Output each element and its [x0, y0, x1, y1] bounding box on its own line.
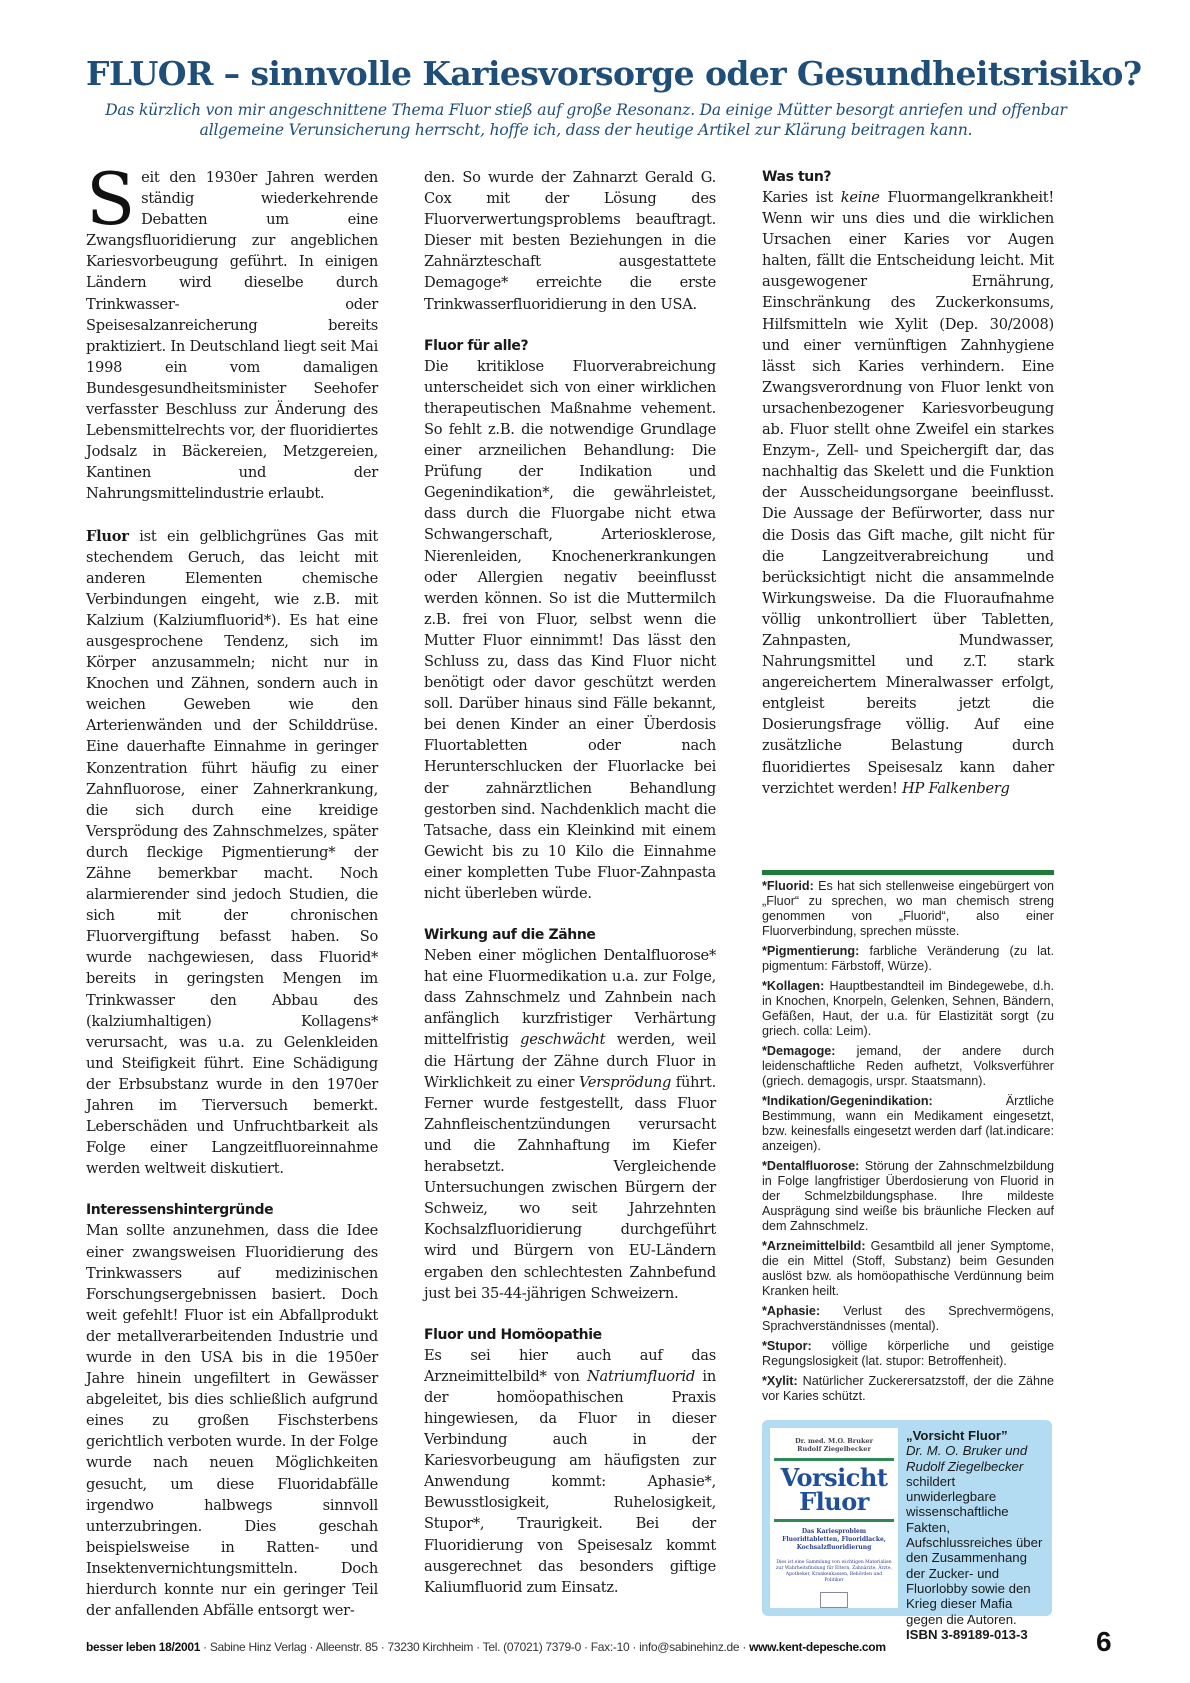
fuer-alle-paragraph: Die kritiklose Fluorverabreichung unterscheidet sich von einer wirklichen therapeutischen Maßnahme vehement. So fehlt z.B. die notwendige Grundlage einer arzneilichen Behandlung: Die Prüfung der Indikation und Gegenindikation*, die gewährleistet, dass durch die Fluorgabe nicht etwa Schwangerschaft, Arteriosklerose, Nierenleiden, Knochenerkrankungen oder Allergien negativ beeinflusst werden können. So ist die Muttermilch z.B. frei von Fluor, selbst wenn die Mutter Fluor einnimmt! Das lässt den Schluss zu, dass das Kind Fluor nicht benötigt oder davor geschützt werden soll. Darüber hinaus sind Fälle bekannt, bei denen Kinder an einer Überdosis Fluortabletten oder nach Herunterschlucken der Fluorlacke bei der zahnärztlichen Behandlung gestorben sind. Nachdenklich macht die Tatsache, dass ein Kleinkind mit einem Gewicht bis zu 10 Kilo die Einnahme einer kompletten Tube Fluor-Zahnpasta nicht überleben würde.: [424, 357, 716, 902]
heading-interessenshintergruende: Interessenshintergründe: [86, 1202, 274, 1219]
book-recommendation: [762, 1420, 1052, 1642]
glossary-entry: *Fluorid: Es hat sich stellenweise eingebürgert von „Fluor“ zu sprechen, wo man chemisch streng genommen von „Fluorid“, also einer Fluorverbindung, sprechen müsste.: [762, 879, 1054, 938]
book-cover-image: Dr. med. M.O. Bruker Rudolf Ziegelbecker Vorsicht Fluor Das Kariesproblem Fluoridtabletten, Fluoridlacke, Kochsalzfluoridierung Dies ist eine Sammlung von wichtigen Materialien zur Wahrheitsfindung für Eltern, Zahnärzte, Ärzte, Apotheker, Krankenkassen, Behörden und Politiker: [770, 1428, 898, 1608]
heading-fluor-und-homoeopathie: Fluor und Homöopathie: [424, 1326, 602, 1343]
glossary-entry: *Pigmentierung: farbliche Veränderung (zu lat. pigmentum: Färbstoff, Würze).: [762, 944, 1054, 973]
author-signature: HP Falkenberg: [902, 779, 1010, 797]
book-description: schildert unwiderlegbare wissenschaftliche Fakten, Aufschlussreiches über den Zusammenhang der Zucker- und Fluorlobby sowie den Krieg dieser Mafia gegen die Autoren.: [906, 1473, 1043, 1627]
issue-label: besser leben 18/2001: [86, 1640, 201, 1654]
glossary-entry: *Kollagen: Hauptbestandteil im Bindegewebe, d.h. in Knochen, Knorpeln, Gelenken, Sehnen, Bändern, Gefäßen, Haut, der u.a. für Elastizität sorgt (zu griech. colla: Leim).: [762, 979, 1054, 1038]
cover-rule: [774, 1519, 894, 1522]
book-title: „Vorsicht Fluor”: [906, 1428, 1008, 1443]
website-link[interactable]: www.kent-depesche.com: [749, 1640, 886, 1654]
glossary-entry: *Aphasie: Verlust des Sprechvermögens, Sprachverständnisses (mental).: [762, 1304, 1054, 1333]
page-footer: [86, 1640, 1066, 1654]
heading-was-tun: Was tun?: [762, 169, 832, 185]
wirkung-paragraph: Neben einer möglichen Dentalfluorose* hat eine Fluormedikation u.a. zur Folge, dass Zahnschmelz und Zahnbein nach anfänglich kurzfristiger Verhärtung mittelfristig geschwächt werden, weil die Härtung der Zähne durch Fluor in Wirklichkeit zu einer Versprödung führt. Ferner wurde festgestellt, dass Fluor Zahnfleischentzündungen verursacht und die Zahnhaftung im Kiefer herabsetzt. Vergleichende Untersuchungen zwischen Bürgern der Schweiz, wo seit Jahrzehnten Kochsalzfluoridierung durchgeführt wird und Bürgern von EU-Ländern ergaben den schlechtesten Zahnbefund just bei 35-44-jährigen Schweizern.: [424, 947, 716, 1302]
article-title: FLUOR – sinnvolle Kariesvorsorge oder Gesundheitsrisiko?: [86, 54, 1142, 93]
book-isbn: ISBN 3-89189-013-3: [906, 1626, 1028, 1642]
glossary-entry: *Arzneimittelbild: Gesamtbild all jener Symptome, die ein Mittel (Stoff, Substanz) beim Gesunden auslöst bzw. als homöopathische Verdünnung beim Kranken heilt.: [762, 1239, 1054, 1298]
page-number: 6: [1096, 1626, 1112, 1657]
cover-rule: [774, 1458, 894, 1461]
column-3: [762, 167, 1054, 820]
heading-fluor-fuer-alle: Fluor für alle?: [424, 337, 529, 354]
column-2: [424, 167, 716, 1619]
homoeopathie-paragraph: Es sei hier auch auf das Arzneimittelbild* von Natriumfluorid in der homöopathischen Praxis hingewiesen, da Fluor in dieser Verbindung auch in der Kariesvorbeugung am häufigsten zur Anwendung kommt: Aphasie*, Bewusstlosigkeit, Ruhelosigkeit, Stupor*, Traurigkeit. Bei der Fluoridierung von Speisesalz kommt ausgerechnet das besonders giftige Kaliumfluorid zum Einsatz.: [424, 1346, 716, 1596]
drop-cap: S: [86, 157, 136, 241]
interessen-paragraph: Man sollte anzunehmen, dass die Idee einer zwangsweisen Fluoridierung des Trinkwassers auf medizinischen Forschungsergebnissen basiert. Doch weit gefehlt! Fluor ist ein Abfallprodukt der metallverarbeitenden Industrie und wurde in den USA bis in die 1950er Jahre hinein ungefiltert in Gewässer abgeleitet, bis dies schließlich aufgrund eines zu großen Fischsterbens gerichtlich verboten wurde. In der Folge wurde nach neuen Möglichkeiten gesucht, um diese Fluoridabfälle irgendwo halbwegs sinnvoll unterzubringen. Dies geschah beispielsweise in Ratten- und Insektenvernichtungsmitteln. Doch hierdurch konnte nur ein geringer Teil der anfallenden Abfälle entsorgt wer-: [86, 1222, 378, 1620]
glossary: [762, 870, 1054, 1409]
was-tun-paragraph: Karies ist keine Fluormangelkrankheit! Wenn wir uns dies und die wirklichen Ursachen einer Karies vor Augen halten, fällt die Entscheidung leicht. Mit ausgewogener Ernährung, Einschränkung des Zuckerkonsums, Hilfsmitteln wie Xylit (Dep. 30/2008) und einer vernünftigen Zahnhygiene lässt sich Karies verhindern. Eine Zwangsverordnung von Fluor lenkt von ursachenbezogener Kariesvorbeugung ab. Fluor stellt ohne Zweifel ein starkes Enzym-, Zell- und Speichergift dar, das nachhaltig das Skelett und die Funktion der Ausscheidungsorgane beeinflusst. Die Aussage der Befürworter, dass nur die Dosis das Gift mache, gilt nicht für die Langzeitverabreichung und berücksichtigt nicht die ansammelnde Wirkungsweise. Da die Fluoraufnahme völlig unkontrolliert über Tabletten, Zahnpasten, Mundwasser, Nahrungsmittel und z.T. stark angereichertem Mineralwasser erfolgt, entgleist bereits jetzt die Dosierungsfrage völlig. Auf eine zusätzliche Belastung durch fluoridiertes Speisesalz kann daher verzichtet werden! HP Falkenberg: [762, 189, 1054, 797]
article-lede: Das kürzlich von mir angeschnittene Thema Fluor stieß auf große Resonanz. Da einige Mütter besorgt anriefen und offenbar allgemeine Verunsicherung herrscht, hoffe ich, dass der heutige Artikel zur Klärung beitragen kann.: [105, 101, 1067, 139]
glossary-entry: *Demagoge: jemand, der andere durch leidenschaftliche Reden aufhetzt, Volksverführer (griech. demagogis, urspr. Staatsmann).: [762, 1044, 1054, 1088]
glossary-entry: *Stupor: völlige körperliche und geistige Regungslosigkeit (lat. stupor: Betroffenheit).: [762, 1339, 1054, 1368]
fluor-paragraph: Fluor ist ein gelblichgrünes Gas mit stechendem Geruch, das leicht mit anderen Elementen chemische Verbindungen eingeht, wie z.B. mit Kalzium (Kalziumfluorid*). Es hat eine ausgesprochene Tendenz, sich im Körper anzusammeln; nicht nur in Knochen und Zähnen, sondern auch in weichen Geweben wie den Arterienwänden und der Schilddrüse. Eine dauerhafte Einnahme in geringer Konzentration führt häufig zu einer Zahnfluorose, einer Zahnerkrankung, die sich durch eine kreidige Versprödung des Zahnschmelzes, später durch fleckige Pigmentierung* der Zähne bemerkbar macht. Noch alarmierender sind jedoch Studien, die sich mit der chronischen Fluorvergiftung befasst haben. So wurde nachgewiesen, dass Fluorid* bereits in geringsten Mengen im Trinkwasser den Abbau des (kalziumhaltigen) Kollagens* verursacht, was u.a. zu Gelenkleiden und Steifigkeit führt. Eine Schädigung der Erbsubstanz wurde in den 1970er Jahren im Tierversuch bemerkt. Leberschäden und Unfruchtbarkeit als Folge einer Langzeitfluoreinnahme werden weltweit diskutiert.: [86, 527, 378, 1178]
intro-paragraph: Seit den 1930er Jahren werden ständig wiederkehrende Debatten um eine Zwangsfluoridierung zur angeblichen Kariesvorbeugung geführt. In einigen Ländern wird dieselbe durch Trinkwasser- oder Speisesalzanreicherung bereits praktiziert. In Deutschland liegt seit Mai 1998 ein vom damaligen Bundesgesundheitsminister Seehofer verfasster Beschluss zur Änderung des Lebensmittelrechts vor, der fluoridiertes Jodsalz in Bäckereien, Metzgereien, Kantinen und der Nahrungsmittelindustrie erlaubt.: [86, 157, 378, 503]
publisher-info: · Sabine Hinz Verlag · Alleenstr. 85 · 73230 Kirchheim · Tel. (07021) 7379-0 · Fax:-10 · info@sabinehinz.de ·: [200, 1640, 750, 1654]
column-1: [86, 157, 378, 1642]
book-authors: Dr. M. O. Bruker und Rudolf Ziegelbecker: [906, 1443, 1028, 1474]
glossary-entry: *Xylit: Natürlicher Zuckerersatzstoff, der die Zähne vor Karies schützt.: [762, 1374, 1054, 1403]
publisher-logo-icon: [820, 1592, 848, 1608]
cox-paragraph: den. So wurde der Zahnarzt Gerald G. Cox mit der Lösung des Fluorverwertungsproblems beauftragt. Dieser mit besten Beziehungen in die Zahnärzteschaft ausgestattete Demagoge* erreichte die erste Trinkwasserfluoridierung in den USA.: [424, 169, 716, 313]
glossary-entry: *Indikation/Gegenindikation: Ärztliche Bestimmung, wann ein Medikament eingesetzt, bzw. keinesfalls eingesetzt werden darf (lat.indicare: anzeigen).: [762, 1094, 1054, 1153]
heading-wirkung-auf-die-zaehne: Wirkung auf die Zähne: [424, 927, 596, 944]
book-blurb: [906, 1428, 1046, 1642]
glossary-entry: *Dentalfluorose: Störung der Zahnschmelzbildung in Folge langfristiger Überdosierung von Fluorid in der Schmelzbildungsphase. Ihre mildeste Ausprägung sind weiße bis bräunliche Flecken auf dem Zahnschmelz.: [762, 1159, 1054, 1233]
